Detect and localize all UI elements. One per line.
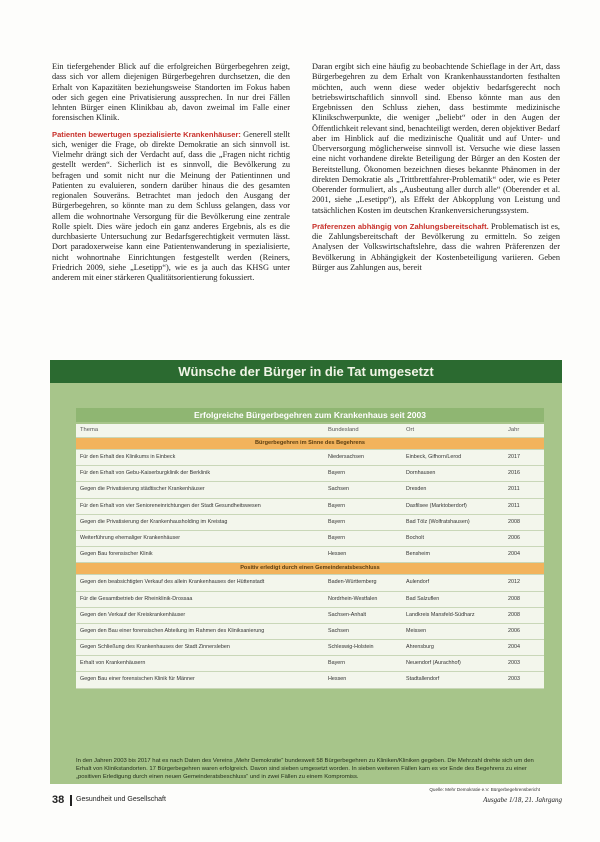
divider [70,795,72,806]
table-row [76,482,544,498]
cell-place: Einbeck, Gifhorn/Lerod [406,454,462,460]
cell-year: 2004 [508,644,520,651]
cell-year: 2006 [508,627,520,634]
table-row [76,608,544,624]
table-row [76,656,544,672]
cell-year: 2008 [508,595,520,602]
cell-year: 2003 [508,660,520,667]
cell-year: 2003 [508,676,520,683]
section-label: Bürgerbegehren im Sinne des Begehrens [254,440,366,446]
table-header-row [76,424,544,438]
page-number: 38 [52,794,65,806]
column-header: Ort [406,427,415,433]
table-row [76,466,544,482]
cell-state: Niedersachsen [328,454,364,460]
cell-state: Hessen [328,551,347,558]
cell-state: Bayern [328,660,346,667]
cell-topic: Für den Erhalt von vier Senioreneinrichtungen der Stadt Gesundheitswesen [80,502,261,509]
infobox-note: In den Jahren 2003 bis 2017 hat es nach Daten des Vereins „Mehr Demokratie“ bundesweit 58 Bürgerbegehren zu Kliniken/Kliniken gegeben. Die Mehrzahl drehte sich um den Erhalt von Klinikstandorten. 17 Bürgerbegehren waren erfolgreich. Davon sind sieben umgesetzt worden. In sieben weiteren Fällen kam es vor Ende des Begehrens zu einer „positiven Erledigung durch einen neuen Gemeinderatsbeschluss“ und in zwei Fällen zu einem Kompromiss. [76,758,534,781]
table-row [76,515,544,531]
cell-state: Nordrhein-Westfalen [328,595,378,602]
cell-year: 2006 [508,534,520,541]
cell-topic: Gegen Schließung des Krankenhauses der Stadt Zinnersleben [80,644,230,651]
cell-year: 2011 [508,502,520,509]
table-section-1 [76,450,544,563]
issue-info: Ausgabe 1/18, 21. Jahrgang [483,796,562,804]
cell-place: Stadtallendorf [406,676,440,683]
paragraph [312,222,560,273]
source-credit: Quelle: Mehr Demokratie e.V. Bürgerbegehrensbericht [429,787,540,792]
cell-topic: Weiterführung ehemaliger Krankenhäuser [80,534,180,541]
cell-year: 2012 [508,579,520,586]
cell-year: 2008 [508,518,520,525]
cell-place: Neuendorf (Aurachhof) [406,660,461,667]
cell-state: Schleswig-Holstein [328,644,374,651]
cell-place: Dresden [406,486,427,493]
cell-state: Sachsen-Anhalt [328,611,367,618]
infobox-title: Wünsche der Bürger in die Tat umgesetzt [50,360,562,383]
cell-state: Bayern [328,534,346,541]
cell-topic: Für den Erhalt von Gebu-Kaiserburgklinik der Berklinik [80,470,211,477]
left-column [52,62,290,289]
table-section-header [76,438,544,450]
cell-topic: Für den Erhalt des Klinikums in Einbeck [80,454,176,460]
cell-place: Ahrensburg [406,644,434,651]
column-header: Bundesland [328,427,359,433]
paragraph: Ein tiefergehender Blick auf die erfolgreichen Bürgerbegehren zeigt, dass sich vor allem diejenigen Bürgerbegehren durchsetzen, die den Erhalt von Kapazitäten beziehungsweise Standorten im Fokus haben oder sich gegen eine Privatisierung aussprechen. In nur drei Fällen lehnten Bürger einen Klinikbau ab, davon zweimal im Falle einer forensischen Klinik. [52,62,290,123]
table-row [76,592,544,608]
section-label: Positiv erledigt durch einen Gemeinderatsbeschluss [240,565,380,572]
cell-place: Bocholt [406,534,424,541]
paragraph [52,130,290,284]
paragraph-text: Generell stellt sich, weniger die Frage, ob direkte Demokratie an sich sinnvoll ist. Vielmehr drängt sich der Verdacht auf, dass die „Fragen nicht richtig gestellt werden“. Sicherlich ist es sinnvoll, die Bevölkerung zu befragen und somit nicht nur die Meinung der Patientinnen und Patienten zu evaluieren, sondern darüber hinaus die des gesamten regionalen Souveräns. Betrachtet man jedoch den Ausgang der Bürgerbegehren, so könnte man zu dem Schluss gelangen, dass vor allem die wohnortnahe Versorgung für die Bevölkerung eine zentrale Rolle spielt. Dies wäre jedoch ein ganz anderes Ergebnis, als es die durchbasierte Untersuchung zur Bedarfsgerechtigkeit vermuten lässt. Dort paradoxerweise kann eine Patientenwanderung in spezialisierte, nicht wohnortnahe Einrichtungen festgestellt werden (Reiners, Friedrich 2009, siehe „Lesetipp“), wie es ja auch das KHSG unter anderem mit einer stärkeren Qualitätsorientierung fokussiert. [52,129,291,282]
cell-year: 2017 [508,454,520,460]
page-footer [52,794,562,808]
table-row [76,450,544,466]
cell-topic: Gegen Bau einer forensischen Klinik für Männer [80,676,195,683]
infobox [50,360,562,792]
table-row [76,547,544,563]
column-header: Jahr [508,427,520,433]
cell-state: Bayern [328,470,346,477]
table-row [76,531,544,547]
cell-state: Bayern [328,518,346,525]
cell-topic: Gegen den beabsichtigten Verkauf des allein Krankenhauses der Hüttenstadt [80,579,265,586]
paragraph-text: Problematisch ist es, die Zahlungsbereitschaft der Bevölkerung zu ermitteln. So zeigen Analysen der Volkswirtschaftslehre, dass die wahren Präferenzen der Bevölkerung in Abhängigkeit der Kostenbeteiligung variieren. Geben Bürger aus Zahlungen aus, bereit [312,221,560,272]
cell-state: Baden-Württemberg [328,579,377,586]
table-row [76,640,544,656]
table-row [76,624,544,640]
cell-state: Sachsen [328,627,349,634]
cell-topic: Gegen Bau forensischer Klinik [80,551,153,558]
table-row [76,575,544,591]
cell-year: 2008 [508,611,520,618]
column-header: Thema [80,427,99,433]
cell-topic: Gegen den Bau einer forensischen Abteilung im Rahmen des Kliniksanierung [80,627,265,634]
magazine-title: Gesundheit und Gesellschaft [76,796,166,803]
cell-state: Hessen [328,676,347,683]
cell-state: Sachsen [328,486,349,493]
cell-topic: Für die Gesamtbetrieb der Rheinklinik-Drossaa [80,595,193,602]
cell-place: Dornhausen [406,470,436,477]
cell-place: Dasfilsee (Marktoberdorf) [406,502,467,509]
cell-topic: Erhalt von Krankenhäusern [80,660,146,667]
table-row [76,672,544,688]
right-column [312,62,560,279]
cell-place: Aulendorf [406,579,430,586]
cell-topic: Gegen die Privatisierung städtischer Krankenhäuser [80,486,205,493]
cell-topic: Gegen den Verkauf der Kreiskrankenhäuser [80,611,186,618]
data-table [76,424,544,689]
paragraph: Daran ergibt sich eine häufig zu beobachtende Schieflage in der Art, dass Bürgerbegehren zu dem Erhalt von Krankenhausstandorten festhalten möchten, auch wenn diese weder objektiv bedarfsgerecht noch betriebswirtschaftlich sinnvoll sind. Ebenso könnte man aus den Ergebnissen den Schluss ziehen, dass bestimmte medizinische Klinikschwerpunkte, die weniger „beliebt“ oder in den Augen der Öffentlichkeit relevant sind, benachteiligt werden, deren objektiver Bedarf aber im Hinblick auf die medizinische Qualität und auf Unter- und Überversorgung möglicherweise sinnvoll ist. Versuche wie diese lassen eine nicht vorhandene direkte Beteiligung der Bürger an den Kosten der Bereitstellung. Ökonomen bezeichnen dieses bekannte Phänomen in der direkten Demokratie als „Trittbrettfahrer-Problematik“ oder, wie es Peter Oberender formuliert, als „Ausbeutung aller durch alle“ (Oberender et al. 2001, siehe „Lesetipp“), als Effekt der Abkopplung von Leistung und tatsächlichen Kosten im deutschen Krankenversicherungssystem. [312,62,560,215]
table-row [76,499,544,515]
table-section-header [76,563,544,575]
cell-place: Bad Tölz (Wolfratshausen) [406,518,470,525]
table-section-2 [76,575,544,688]
cell-place: Landkreis Mansfeld-Südharz [406,611,475,618]
cell-year: 2016 [508,470,520,477]
cell-topic: Gegen die Privatisierung der Krankenhausholding im Kreistag [80,518,228,525]
paragraph-heading: Patienten bewertugen spezialisierte Krankenhäuser: [52,129,241,139]
cell-place: Bad Salzuflen [406,595,440,602]
cell-state: Bayern [328,502,346,509]
cell-year: 2011 [508,486,520,493]
cell-year: 2004 [508,551,520,558]
table-title: Erfolgreiche Bürgerbegehren zum Krankenhaus seit 2003 [76,408,544,422]
cell-place: Meissen [406,627,427,634]
cell-place: Bensheim [406,551,430,558]
paragraph-heading: Präferenzen abhängig von Zahlungsbereitschaft. [312,221,489,231]
